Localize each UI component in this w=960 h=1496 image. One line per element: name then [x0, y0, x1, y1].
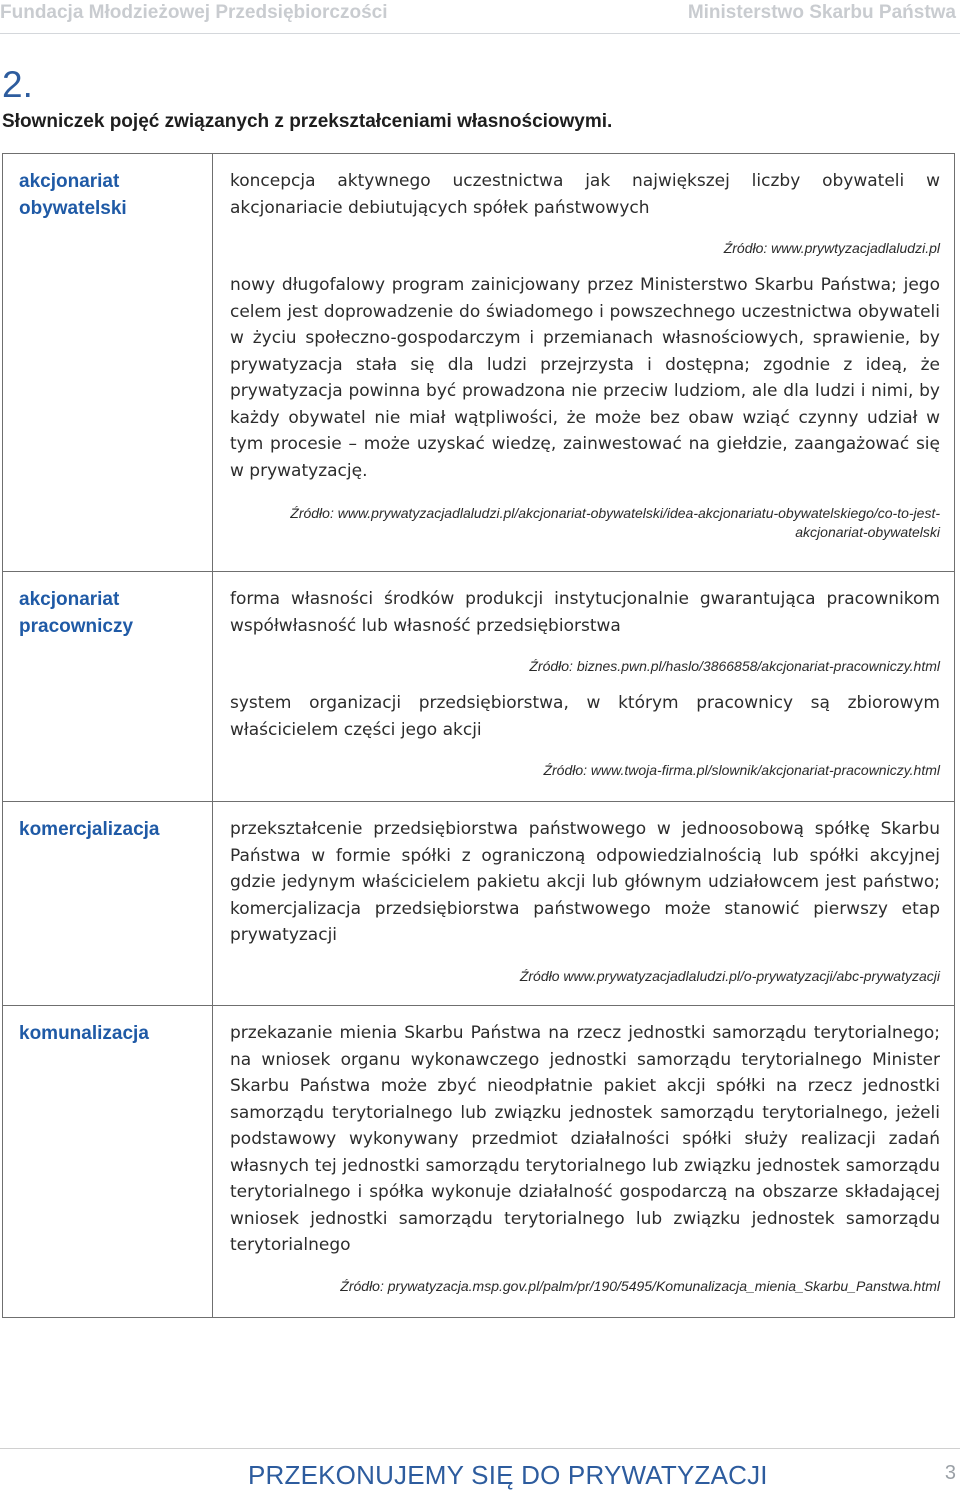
definition-source: Źródło: www.prywatyzacjadlaludzi.pl/akcjonariat-obywatelski/idea-akcjonariatu-obywatelskiego/co-to-jest-akcjonariat-obywatelski	[290, 505, 940, 540]
definition-source: Źródło: prywatyzacja.msp.gov.pl/palm/pr/190/5495/Komunalizacja_mienia_Skarbu_Panstwa.html	[340, 1277, 940, 1294]
definition-source: Źródło www.prywatyzacjadlaludzi.pl/o-prywatyzacji/abc-prywatyzacji	[519, 967, 940, 984]
glossary-definitions	[213, 154, 955, 572]
term-line: akcjonariat	[19, 589, 120, 610]
definition-source: Źródło: biznes.pwn.pl/haslo/3866858/akcjonariat-pracowniczy.html	[529, 658, 940, 674]
header-divider	[0, 33, 960, 34]
page-number: 3	[944, 1462, 956, 1484]
glossary-definitions	[213, 802, 955, 1006]
definition-text: przekształcenie przedsiębiorstwa państwowego w jednoosobową spółkę Skarbu Państwa w formie spółki z ograniczoną odpowiedzialnością lub spółki akcyjnej gdzie jedynym właścicielem pakietu akcji lub głównym udziałowcem jest państwo; komercjalizacja przedsiębiorstwa państwowego może stanowić pierwszy etap prywatyzacji	[230, 819, 940, 945]
footer-divider	[0, 1448, 960, 1449]
page-header	[0, 0, 960, 32]
header-right-text: Ministerstwo Skarbu Państwa	[687, 2, 956, 23]
glossary-table	[2, 153, 955, 1318]
footer-title: PRZEKONUJEMY SIĘ DO PRYWATYZACJI	[248, 1460, 768, 1490]
glossary-term	[3, 154, 213, 572]
glossary-row	[3, 802, 955, 1006]
definition-text: system organizacji przedsiębiorstwa, w którym pracownicy są zbiorowym właścicielem części jego akcji	[230, 693, 940, 740]
glossary-row	[3, 1006, 955, 1318]
glossary-row	[3, 154, 955, 572]
term-line: komercjalizacja	[19, 819, 160, 840]
definition-text: forma własności środków produkcji instytucjonalnie gwarantująca pracownikom współwłasność lub własność przedsiębiorstwa	[230, 589, 940, 636]
section-title: Słowniczek pojęć związanych z przekształceniami własnościowymi.	[2, 111, 613, 132]
definition-text: koncepcja aktywnego uczestnictwa jak największej liczby obywateli w akcjonariacie debiutujących spółek państwowych	[230, 171, 940, 218]
definition-text: nowy długofalowy program zainicjowany przez Ministerstwo Skarbu Państwa; jego celem jest doprowadzenie do świadomego i powszechnego uczestnictwa obywateli w życiu społeczno-gospodarczym i przemianach własnościowych, sprawienie, by prywatyzacja stała się dla ludzi przejrzysta i dostępna; zgodnie z ideą, że prywatyzacja powinna być prowadzona nie przeciw ludziom, ale dla ludzi i nimi, by każdy obywatel nie miał wątpliwości, że może bez obaw wziąć czynny udział w tym procesie – może uzyskać wiedzę, zainwestować na giełdzie, zaangażować się w prywatyzację.	[230, 275, 940, 481]
term-line: pracowniczy	[19, 616, 134, 637]
term-line: akcjonariat	[19, 171, 120, 192]
term-line: obywatelski	[19, 198, 127, 219]
term-line: komunalizacja	[19, 1023, 149, 1044]
definition-text: przekazanie mienia Skarbu Państwa na rzecz jednostki samorządu terytorialnego; na wniosek organu wykonawczego jednostki samorządu terytorialnego Minister Skarbu Państwa może zbyć nieodpłatnie pakiet akcji spółki na rzecz jednostki samorządu terytorialnego lub związku jednostek samorządu terytorialnego, jeżeli podstawowy wykonywany przedmiot działalności spółki służy realizacji zadań własnych tej jednostki samorządu terytorialnego lub związku jednostek samorządu terytorialnego i spółka wykonuje działalność gospodarczą na obszarze składającej wniosek jednostki samorządu terytorialnego lub związku jednostek samorządu terytorialnego	[230, 1023, 940, 1255]
definition-source: Źródło: www.prywtyzacjadlaludzi.pl	[723, 240, 940, 256]
glossary-row	[3, 572, 955, 802]
glossary-definitions	[213, 572, 955, 802]
section-number: 2.	[2, 64, 33, 105]
definition-source: Źródło: www.twoja-firma.pl/slownik/akcjonariat-pracowniczy.html	[543, 762, 940, 778]
glossary-term	[3, 572, 213, 802]
glossary-definitions	[213, 1006, 955, 1318]
glossary-term	[3, 802, 213, 1006]
glossary-term	[3, 1006, 213, 1318]
header-left-text: Fundacja Młodzieżowej Przedsiębiorczości	[0, 2, 388, 23]
